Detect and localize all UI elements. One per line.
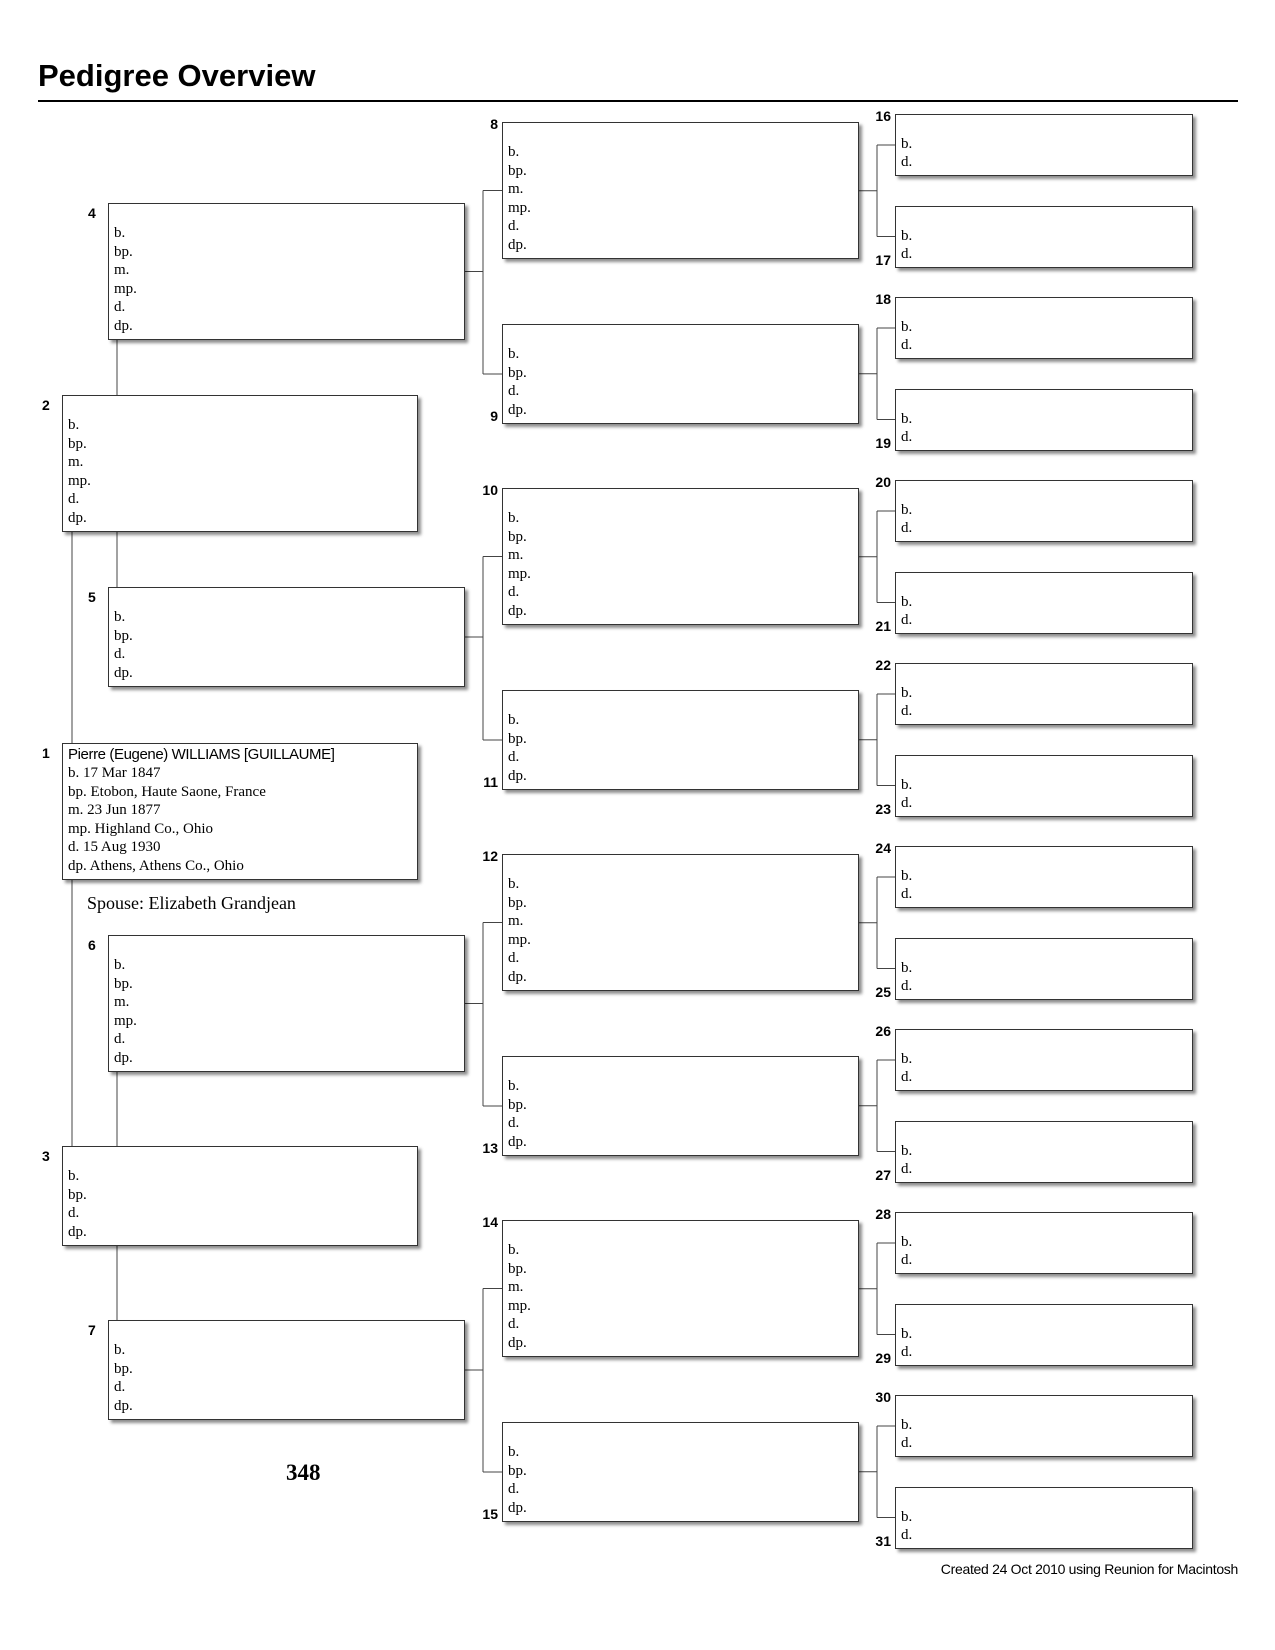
person-field: d.: [68, 1205, 80, 1221]
person-fields: [114, 956, 137, 1067]
person-field: d.: [508, 1481, 520, 1497]
person-field: bp.: [508, 364, 527, 381]
person-number: 12: [482, 848, 498, 864]
person-box-3: [62, 1146, 418, 1246]
person-field: bp.: [508, 894, 527, 911]
person-number: 28: [875, 1206, 891, 1222]
person-field: d.: [114, 1031, 126, 1047]
person-field: bp.: [68, 435, 87, 452]
person-box-7: [108, 1320, 465, 1420]
person-field: dp.: [508, 1334, 527, 1351]
person-box-23: [895, 755, 1193, 817]
person-field: dp.: [114, 1397, 133, 1414]
person-field: d.: [901, 1343, 913, 1360]
person-field: d.: [901, 1160, 913, 1177]
person-field: d.: [901, 611, 913, 628]
person-fields: [901, 776, 912, 812]
person-field: b.: [508, 1078, 520, 1094]
person-field: mp.: [508, 1297, 531, 1314]
person-field: b.: [508, 1242, 520, 1258]
person-box-21: [895, 572, 1193, 634]
person-field: bp.: [508, 1096, 527, 1113]
person-number: 9: [490, 408, 498, 424]
person-fields: [68, 1167, 87, 1241]
person-field: d.: [901, 1526, 913, 1543]
person-field: d.: [508, 1115, 520, 1131]
person-box-26: [895, 1029, 1193, 1091]
person-number: 29: [875, 1349, 891, 1366]
person-fields: [68, 764, 266, 875]
person-number: 21: [875, 617, 891, 634]
person-box-20: [895, 480, 1193, 542]
person-field: dp.: [114, 317, 133, 334]
person-number: 8: [490, 116, 498, 132]
person-box-18: [895, 297, 1193, 359]
person-fields: [901, 410, 912, 446]
person-number: 14: [482, 1214, 498, 1230]
person-field: m.: [508, 181, 524, 197]
person-field: d.: [508, 749, 520, 765]
person-fields: [901, 867, 912, 903]
person-field: b.: [901, 868, 913, 884]
person-fields: [901, 1142, 912, 1178]
person-field: mp.: [508, 931, 531, 948]
person-number: 15: [482, 1506, 498, 1522]
person-box-1: [62, 743, 418, 880]
person-field: bp.: [508, 1462, 527, 1479]
person-field: dp. Athens, Athens Co., Ohio: [68, 857, 244, 874]
person-field: bp. Etobon, Haute Saone, France: [68, 783, 266, 800]
person-box-22: [895, 663, 1193, 725]
person-field: m.: [114, 262, 130, 278]
person-field: d.: [901, 428, 913, 445]
person-box-30: [895, 1395, 1193, 1457]
person-field: b.: [901, 410, 913, 427]
person-field: bp.: [114, 975, 133, 992]
person-field: d.: [508, 950, 520, 966]
person-fields: [508, 1241, 531, 1352]
person-fields: [508, 875, 531, 986]
person-number: 13: [482, 1140, 498, 1156]
person-number: 16: [875, 108, 891, 124]
person-field: b.: [901, 227, 913, 244]
person-field: b.: [508, 346, 520, 362]
person-number: 20: [875, 474, 891, 490]
spouse-line: Spouse: Elizabeth Grandjean: [87, 893, 296, 913]
person-fields: [114, 608, 133, 682]
person-field: d.: [901, 977, 913, 994]
person-fields: [901, 1233, 912, 1269]
person-box-4: [108, 203, 465, 340]
person-field: d.: [901, 794, 913, 811]
person-field: d.: [114, 1379, 126, 1395]
person-field: b.: [901, 1325, 913, 1342]
person-number: 5: [88, 589, 96, 605]
person-number: 31: [875, 1532, 891, 1549]
person-field: dp.: [114, 664, 133, 681]
person-field: b.: [901, 1508, 913, 1525]
person-fields: [508, 143, 531, 254]
person-fields: [114, 224, 137, 335]
person-field: d.: [508, 1316, 520, 1332]
person-box-16: [895, 114, 1193, 176]
person-fields: [508, 1077, 527, 1151]
person-field: d.: [68, 491, 80, 507]
person-field: b.: [68, 1168, 80, 1184]
person-field: b.: [901, 959, 913, 976]
person-box-17: [895, 206, 1193, 268]
person-field: d.: [901, 703, 913, 719]
person-fields: [508, 509, 531, 620]
person-field: bp.: [508, 730, 527, 747]
person-box-25: [895, 938, 1193, 1000]
person-field: mp.: [114, 1012, 137, 1029]
person-field: b.: [508, 144, 520, 160]
person-field: dp.: [508, 968, 527, 985]
person-field: b.: [901, 136, 913, 152]
person-field: b.: [508, 510, 520, 526]
person-field: mp.: [508, 199, 531, 216]
person-field: b.: [114, 957, 126, 973]
person-number: 25: [875, 983, 891, 1000]
person-field: bp.: [114, 1360, 133, 1377]
person-field: d.: [901, 245, 913, 262]
person-field: m.: [508, 1279, 524, 1295]
person-box-13: [502, 1056, 859, 1156]
person-field: mp.: [68, 472, 91, 489]
person-fields: [508, 1443, 527, 1517]
person-field: b.: [508, 1444, 520, 1460]
person-fields: [901, 135, 912, 171]
person-box-8: [502, 122, 859, 259]
person-field: b.: [68, 417, 80, 433]
person-number: 26: [875, 1023, 891, 1039]
person-fields: [901, 227, 912, 263]
person-field: b.: [901, 1142, 913, 1159]
person-field: b.: [114, 225, 126, 241]
person-box-5: [108, 587, 465, 687]
person-field: d.: [901, 337, 913, 353]
person-box-28: [895, 1212, 1193, 1274]
person-field: m.: [68, 454, 84, 470]
person-number: 3: [42, 1148, 50, 1164]
person-box-9: [502, 324, 859, 424]
person-number: 23: [875, 800, 891, 817]
person-number: 6: [88, 937, 96, 953]
person-fields: [901, 684, 912, 720]
person-fields: [901, 1325, 912, 1361]
footer-credit: Created 24 Oct 2010 using Reunion for Macintosh: [940, 1561, 1238, 1577]
person-field: d.: [114, 299, 126, 315]
person-fields: [114, 1341, 133, 1415]
person-box-6: [108, 935, 465, 1072]
person-fields: [901, 1508, 912, 1544]
person-number: 10: [482, 482, 498, 498]
person-field: dp.: [508, 1133, 527, 1150]
person-field: d.: [114, 646, 126, 662]
person-field: d.: [901, 1252, 913, 1268]
person-field: m. 23 Jun 1877: [68, 802, 161, 818]
person-box-19: [895, 389, 1193, 451]
person-field: d. 15 Aug 1930: [68, 839, 161, 855]
person-number: 4: [88, 205, 96, 221]
page-number: 348: [286, 1460, 321, 1485]
person-field: d.: [508, 383, 520, 399]
person-box-15: [502, 1422, 859, 1522]
person-field: dp.: [68, 1223, 87, 1240]
person-box-12: [502, 854, 859, 991]
person-field: mp.: [508, 565, 531, 582]
person-field: bp.: [508, 1260, 527, 1277]
person-field: b.: [901, 593, 913, 610]
person-field: dp.: [508, 236, 527, 253]
person-field: bp.: [114, 243, 133, 260]
person-number: 11: [483, 774, 498, 790]
person-field: d.: [901, 1435, 913, 1451]
person-box-10: [502, 488, 859, 625]
person-field: dp.: [68, 509, 87, 526]
person-field: b.: [114, 1342, 126, 1358]
person-field: m.: [114, 994, 130, 1010]
person-fields: [508, 345, 527, 419]
person-field: mp. Highland Co., Ohio: [68, 820, 213, 837]
person-field: b.: [901, 776, 913, 793]
person-field: b. 17 Mar 1847: [68, 765, 161, 781]
person-number: 19: [875, 434, 891, 451]
person-field: d.: [901, 520, 913, 536]
person-fields: [68, 416, 91, 527]
person-field: bp.: [508, 528, 527, 545]
person-number: 7: [88, 1322, 96, 1338]
person-field: m.: [508, 547, 524, 563]
person-box-2: [62, 395, 418, 532]
person-fields: [901, 1416, 912, 1452]
person-field: dp.: [508, 1499, 527, 1516]
person-number: 18: [875, 291, 891, 307]
person-field: m.: [508, 913, 524, 929]
person-field: d.: [901, 154, 913, 170]
person-fields: [901, 318, 912, 354]
person-field: dp.: [114, 1049, 133, 1066]
person-number: 2: [42, 397, 50, 413]
person-field: bp.: [68, 1186, 87, 1203]
person-field: b.: [901, 502, 913, 518]
person-box-24: [895, 846, 1193, 908]
person-field: b.: [901, 319, 913, 335]
person-fields: [901, 959, 912, 995]
person-field: b.: [508, 876, 520, 892]
person-field: d.: [901, 1069, 913, 1085]
person-fields: [901, 1050, 912, 1086]
person-box-11: [502, 690, 859, 790]
person-fields: [508, 711, 527, 785]
page-title: Pedigree Overview: [38, 58, 316, 93]
person-field: dp.: [508, 602, 527, 619]
person-number: 1: [42, 745, 50, 761]
person-box-14: [502, 1220, 859, 1357]
person-field: b.: [508, 712, 520, 728]
person-field: dp.: [508, 767, 527, 784]
person-field: b.: [901, 1234, 913, 1250]
person-number: 27: [875, 1166, 891, 1183]
person-number: 22: [875, 657, 891, 673]
person-box-27: [895, 1121, 1193, 1183]
person-name: Pierre (Eugene) WILLIAMS [GUILLAUME]: [68, 746, 335, 763]
person-fields: [901, 501, 912, 537]
person-box-29: [895, 1304, 1193, 1366]
person-number: 24: [875, 840, 891, 856]
person-number: 17: [875, 251, 891, 268]
person-field: b.: [901, 685, 913, 701]
person-field: mp.: [114, 280, 137, 297]
person-field: b.: [901, 1417, 913, 1433]
person-field: d.: [508, 218, 520, 234]
person-field: bp.: [114, 627, 133, 644]
person-field: bp.: [508, 162, 527, 179]
person-field: b.: [901, 1051, 913, 1067]
person-fields: [901, 593, 912, 629]
person-field: d.: [901, 886, 913, 902]
person-field: dp.: [508, 401, 527, 418]
person-field: d.: [508, 584, 520, 600]
person-field: b.: [114, 609, 126, 625]
person-box-31: [895, 1487, 1193, 1549]
person-number: 30: [875, 1389, 891, 1405]
